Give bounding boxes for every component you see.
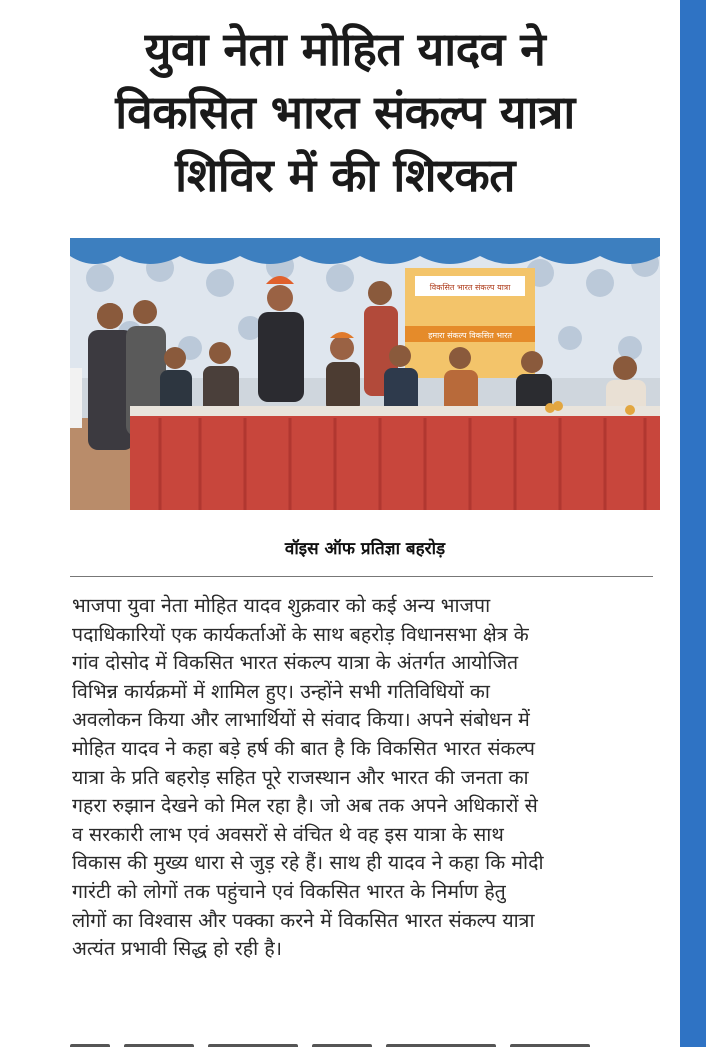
- headline-line: युवा नेता मोहित यादव ने: [144, 22, 546, 76]
- body-line: लोगों का विश्वास और पक्का करने में विकसित भारत संकल्प यात्रा: [72, 908, 535, 932]
- body-line: विभिन्न कार्यक्रमों में शामिल हुए। उन्होंने सभी गतिविधियों का: [72, 679, 490, 703]
- body-line: अत्यंत प्रभावी सिद्ध हो रही है।: [72, 937, 283, 961]
- banner-text-top: विकसित भारत संकल्प यात्रा: [429, 283, 511, 292]
- body-line: गहरा रुझान देखने को मिल रहा है। जो अब तक अपने अधिकारों से: [72, 794, 538, 818]
- body-line: विकास की मुख्य धारा से जुड़ रहे हैं। साथ ही यादव ने कहा कि मोदी: [72, 851, 544, 875]
- article-headline: [40, 18, 650, 207]
- divider: [70, 576, 653, 577]
- body-line: गांव दोसोद में विकसित भारत संकल्प यात्रा के अंतर्गत आयोजित: [72, 651, 519, 675]
- body-line: व सरकारी लाभ एवं अवसरों से वंचित थे वह इस यात्रा के साथ: [72, 822, 504, 846]
- body-line: भाजपा युवा नेता मोहित यादव शुक्रवार को कई अन्य भाजपा: [72, 594, 491, 617]
- event-photo: [70, 238, 660, 510]
- page-edge-bar: [680, 0, 706, 1047]
- body-line: अवलोकन किया और लाभार्थियों से संवाद किया। अपने संबोधन में: [72, 708, 530, 732]
- body-line: पदाधिकारियों एक कार्यकर्ताओं के साथ बहरोड़ विधानसभा क्षेत्र के: [72, 622, 529, 646]
- event-photo-illustration: [70, 238, 660, 510]
- banner-text-bottom: हमारा संकल्प विकसित भारत: [428, 331, 512, 340]
- byline: वॉइस ऑफ प्रतिज्ञा बहरोड़: [284, 539, 446, 559]
- body-line: यात्रा के प्रति बहरोड़ सहित पूरे राजस्थान और भारत की जनता का: [72, 765, 529, 789]
- next-article-cutoff: [70, 1038, 660, 1047]
- headline-line: शिविर में की शिरकत: [175, 148, 515, 202]
- body-line: गारंटी को लोगों तक पहुंचाने एवं विकसित भारत के निर्माण हेतु: [72, 879, 506, 903]
- article-body: [72, 592, 662, 964]
- headline-line: विकसित भारत संकल्प यात्रा: [115, 85, 575, 139]
- body-line: मोहित यादव ने कहा बड़े हर्ष की बात है कि विकसित भारत संकल्प: [72, 736, 535, 760]
